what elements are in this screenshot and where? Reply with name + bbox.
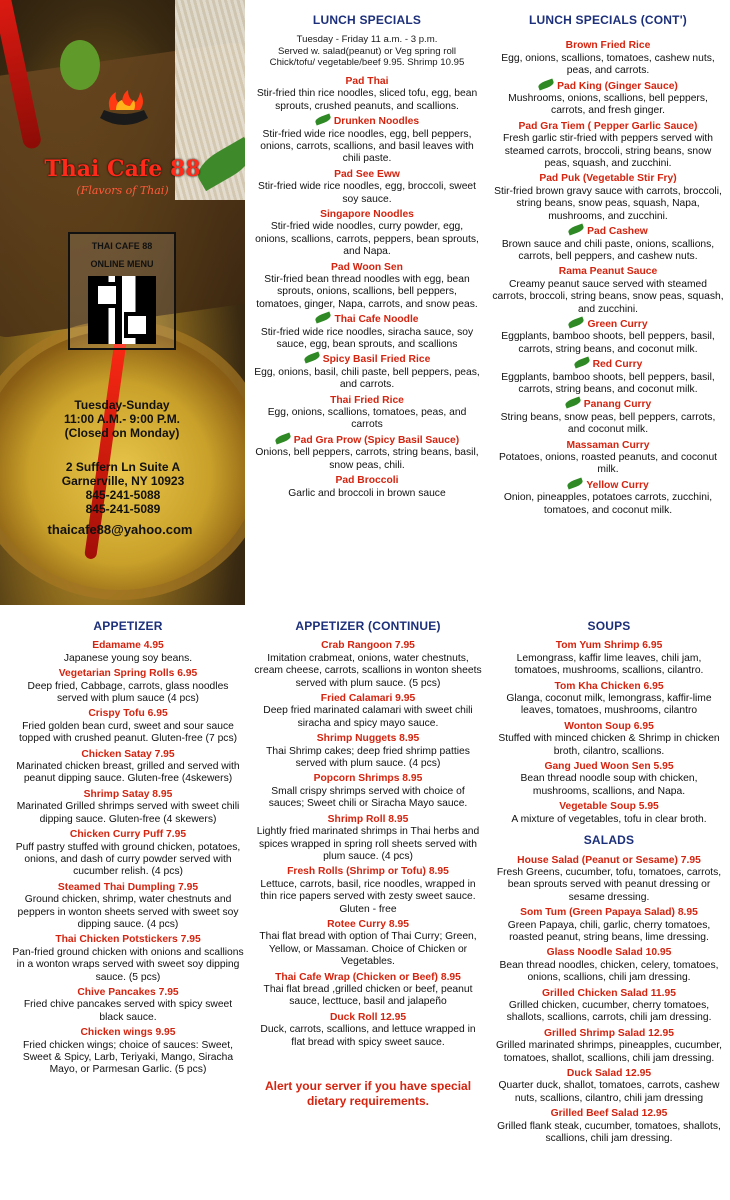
menu-item-name-text: Crab Rangoon 7.95 [321, 640, 415, 652]
menu-item-name [492, 81, 724, 93]
address-city: Garnerville, NY 10923 [61, 474, 185, 488]
menu-item-name [12, 1027, 244, 1039]
menu-item [254, 640, 482, 690]
menu-item [494, 907, 724, 944]
section-heading: SOUPS [587, 619, 631, 633]
menu-item-name [12, 882, 244, 894]
spicy-pepper-icon [567, 224, 584, 236]
menu-item-list [12, 640, 244, 1076]
menu-item-description: Stir-fried brown gravy sauce with carrots, broccoli, string beans, snow peas, squash, Napa, mushrooms, and zucchini. [494, 185, 722, 222]
menu-item-name [494, 640, 724, 652]
menu-item-name-text: Grilled Beef Salad 12.95 [550, 1108, 668, 1120]
menu-item-description: Lettuce, carrots, basil, rice noodles, wrapped in thin rice papers served with zesty sweet sauce. Gluten - free [260, 878, 476, 915]
spicy-pepper-icon [314, 114, 331, 126]
menu-item-list [254, 640, 482, 1049]
menu-item [494, 1108, 724, 1145]
menu-item [12, 749, 244, 786]
menu-item [494, 640, 724, 677]
menu-item [494, 721, 724, 758]
menu-item-description: Lightly fried marinated shrimps in Thai herbs and spices wrapped in spring roll sheets served with plum sauce. (4 pcs) [256, 826, 480, 862]
menu-item [494, 1068, 724, 1105]
menu-item-description: Fresh Greens, cucumber, tofu, tomatoes, carrots, bean sprouts served with peanut dressing or sesame dressing. [496, 866, 722, 903]
menu-item-description: Creamy peanut sauce served with steamed carrots, broccoli, string beans, snow peas, squash, and zucchini. [492, 278, 724, 315]
menu-item-name-text: Steamed Thai Dumpling 7.95 [57, 881, 199, 893]
menu-item-name-text: Yellow Curry [586, 479, 649, 491]
menu-item-description: Glanga, coconut milk, lemongrass, kaffir-lime leaves, tomatoes, mushrooms, cilantro [506, 693, 712, 717]
lunch-specials-column [254, 14, 480, 503]
lunch-intro-line: Chick/tofu/ vegetable/beef 9.95. Shrimp 10.95 [269, 57, 465, 69]
menu-item-name-text: Som Tum (Green Papaya Salad) 8.95 [520, 907, 698, 919]
menu-item [492, 226, 724, 263]
lunch-specials-cont-column [492, 14, 724, 520]
menu-item-name [254, 169, 480, 181]
menu-item-name-text: Pad Thai [345, 75, 389, 87]
section-heading: APPETIZER (CONTINUE) [295, 619, 441, 633]
menu-item-description: Quarter duck, shallot, tomatoes, carrots, cashew nuts, scallions, cilantro, chili jam dressing [498, 1080, 720, 1104]
menu-item-name-text: Fresh Rolls (Shrimp or Tofu) 8.95 [287, 866, 449, 878]
menu-item-name [254, 814, 482, 826]
menu-item-name [494, 947, 724, 959]
menu-item [12, 882, 244, 932]
menu-item-name [254, 354, 480, 366]
menu-item-name-text: Brown Fried Rice [565, 40, 651, 52]
spicy-pepper-icon [274, 432, 291, 444]
menu-item-description: Egg, onions, scallions, tomatoes, peas, and carrots [267, 407, 467, 431]
menu-item-name-text: Shrimp Nuggets 8.95 [316, 733, 420, 745]
menu-item [12, 1027, 244, 1077]
menu-item-name [494, 761, 724, 773]
menu-item-name [254, 1012, 482, 1024]
menu-item [254, 314, 480, 351]
menu-item-description: Fried golden bean curd, sweet and sour sauce topped with crushed peanut. Gluten-free (7 pcs) [18, 720, 238, 745]
spicy-pepper-icon [573, 357, 590, 369]
menu-item-name-text: Wonton Soup 6.95 [564, 720, 654, 732]
menu-item-list [492, 40, 724, 517]
qr-title [70, 240, 174, 270]
spicy-pepper-icon [315, 312, 332, 324]
menu-item-name-text: Red Curry [592, 359, 643, 371]
menu-item-name [494, 855, 724, 867]
menu-item-description: Bean thread noodle soup with chicken, mushrooms, scallions, and Napa. [520, 773, 698, 797]
menu-item-name-text: Rama Peanut Sauce [558, 266, 658, 278]
menu-item-name [254, 435, 480, 447]
menu-item-name-text: Pad Puk (Vegetable Stir Fry) [539, 173, 677, 185]
menu-item-name [492, 121, 724, 133]
menu-item-name-text: Edamame 4.95 [92, 640, 164, 652]
menu-item-name [12, 708, 244, 720]
menu-item-name [492, 266, 724, 278]
menu-item-description: Mushrooms, onions, scallions, bell peppers, carrots, and fresh ginger. [508, 93, 708, 117]
menu-item-name [12, 789, 244, 801]
section-heading: LUNCH SPECIALS (CONT') [529, 13, 687, 27]
menu-item-list [494, 640, 724, 826]
menu-item-description: Stir-fried wide rice noodles, egg, broccoli, sweet soy sauce. [257, 181, 477, 205]
menu-item-name [494, 1108, 724, 1120]
menu-item [254, 773, 482, 810]
menu-item-description: Thai flat bread ,grilled chicken or beef, peanut sauce, lecttuce, basil and jalapeño [263, 983, 473, 1008]
menu-item-name [12, 749, 244, 761]
menu-item-name [254, 475, 480, 487]
menu-item [254, 693, 482, 730]
menu-item [492, 40, 724, 77]
menu-item-description: A mixture of vegetables, tofu in clear broth. [511, 813, 707, 825]
menu-item-description: Marinated chicken breast, grilled and served with peanut dipping sauce. Gluten-free (4skewers) [16, 761, 240, 785]
menu-item-name-text: Pad Gra Tiem ( Pepper Garlic Sauce) [518, 120, 698, 132]
menu-item-name [254, 972, 482, 984]
menu-item-list [494, 855, 724, 1146]
menu-item-description: Fried chicken wings; choice of sauces: Sweet, Sweet & Spicy, Larb, Teriyaki, Mango, Siracha Mayo, or Parmesan Garlic. (5 pcs) [22, 1039, 234, 1076]
menu-item-description: Puff pastry stuffed with ground chicken, potatoes, onions, and dash of curry powder served with cucumber relish. (4 pcs) [15, 841, 241, 878]
menu-item [494, 988, 724, 1025]
menu-item-description: Lemongrass, kaffir lime leaves, chili jam, tomatoes, mushrooms, scallions, cilantro. [514, 652, 704, 677]
menu-item-description: Bean thread noodles, chicken, celery, tomatoes, onions, scallions, chili jam dressing. [499, 959, 719, 984]
menu-item-description: Pan-fried ground chicken with onions and scallions in a wonton wraps served with sweet soy dipping sauce. (5 pcs) [12, 946, 244, 983]
qr-title-line: THAI CAFE 88 [91, 241, 153, 251]
menu-item [254, 972, 482, 1009]
menu-item-name [492, 226, 724, 238]
appetizer-column [12, 620, 244, 1080]
spicy-pepper-icon [303, 352, 320, 364]
menu-item-description: Japanese young soy beans. [63, 652, 193, 664]
menu-item [492, 480, 724, 517]
menu-item [12, 829, 244, 879]
menu-item-description: Egg, onions, scallions, tomatoes, cashew nuts, peas, and carrots. [501, 52, 715, 77]
menu-item-name-text: Pad Gra Prow (Spicy Basil Sauce) [293, 434, 460, 446]
menu-item [12, 640, 244, 665]
menu-item [254, 475, 480, 500]
menu-item-description: Small crispy shrimps served with choice of sauces; Sweet chili or Siracha Mayo sauce. [268, 785, 468, 810]
menu-item-name [492, 319, 724, 331]
menu-item-name-text: Shrimp Satay 8.95 [83, 788, 173, 800]
lunch-intro-line: Tuesday - Friday 11 a.m. - 3 p.m. [296, 34, 438, 46]
menu-item-name-text: Grilled Shrimp Salad 12.95 [544, 1027, 674, 1039]
menu-item-name-text: Pad Cashew [587, 226, 648, 238]
dietary-alert: Alert your server if you have special dietary requirements. [264, 1079, 472, 1108]
menu-item-description: Grilled marinated shrimps, pineapples, cucumber, tomatoes, shallot, scallions, chili jam dressing. [495, 1040, 723, 1064]
menu-item [494, 801, 724, 826]
section-heading: SALADS [583, 833, 635, 848]
menu-item-name [254, 76, 480, 88]
menu-item [492, 399, 724, 436]
menu-item [492, 266, 724, 316]
menu-item-description: Stir-fried wide rice noodles, egg, bell peppers, onions, carrots, scallions, and basil leaves with chili paste. [260, 128, 474, 165]
menu-item-name-text: Vegetable Soup 5.95 [559, 801, 659, 813]
menu-item-name [494, 801, 724, 813]
menu-item-description: Grilled flank steak, cucumber, tomatoes, shallots, scallions, chili jam dressing. [497, 1120, 721, 1145]
menu-item-name [12, 934, 244, 946]
basil-leaf-image [60, 40, 100, 90]
menu-item [254, 169, 480, 206]
menu-item [254, 1012, 482, 1049]
menu-item-name [494, 1028, 724, 1040]
menu-item-name-text: Fried Calamari 9.95 [320, 693, 416, 705]
menu-item-name-text: Pad Woon Sen [331, 261, 403, 273]
menu-item-description: Onions, bell peppers, carrots, string beans, basil, snow peas, chili. [255, 447, 479, 471]
menu-item-name-text: Duck Roll 12.95 [329, 1011, 407, 1023]
menu-item-name [12, 640, 244, 652]
menu-item-name [494, 721, 724, 733]
menu-item-name [254, 693, 482, 705]
hours-time: 11:00 A.M.- 9:00 P.M. [63, 412, 181, 426]
menu-item [12, 708, 244, 745]
menu-item-name [254, 733, 482, 745]
menu-item-name [494, 907, 724, 919]
menu-item [254, 733, 482, 770]
menu-item-description: Fried chive pancakes served with spicy sweet black sauce. [23, 999, 233, 1023]
menu-item-name [254, 116, 480, 128]
flame-logo-icon [96, 88, 152, 128]
menu-item-description: Deep fried, Cabbage, carrots, glass noodles served with plum sauce (4 pcs) [27, 680, 229, 705]
menu-item-description: Marinated Grilled shrimps served with sweet chili dipping sauce. Gluten-free (4 skewers) [16, 801, 240, 825]
appetizer-cont-column [254, 620, 482, 1109]
section-heading: APPETIZER [93, 619, 163, 633]
menu-item-description: Ground chicken, shrimp, water chestnuts and peppers in wonton sheets served with sweet soy dipping sauce. (4 pcs) [17, 894, 239, 930]
menu-item-description: Garlic and broccoli in brown sauce [288, 487, 446, 499]
menu-item-name-text: Grilled Chicken Salad 11.95 [542, 987, 676, 999]
menu-item-name-text: Tom Yum Shrimp 6.95 [555, 640, 663, 652]
menu-item-description: Stir-fried wide noodles, curry powder, egg, onions, scallions, carrots, peppers, bean sprouts, and Napa. [255, 221, 479, 258]
menu-item-description: Thai Shrimp cakes; deep fried shrimp patties served with plum sauce. (4 pcs) [266, 745, 470, 770]
menu-item [492, 440, 724, 477]
menu-item-name-text: Singapore Noodles [320, 208, 414, 220]
lunch-intro [254, 34, 480, 69]
menu-item-name [494, 681, 724, 693]
menu-item-name [254, 919, 482, 931]
menu-item-name-text: Pad Broccoli [335, 475, 399, 487]
menu-item-name-text: Gang Jued Woon Sen 5.95 [544, 761, 674, 773]
menu-item [254, 919, 482, 969]
menu-item [492, 173, 724, 223]
menu-item-name-text: Vegetarian Spring Rolls 6.95 [58, 668, 198, 680]
spicy-pepper-icon [564, 397, 581, 409]
qr-title-line: ONLINE MENU [90, 259, 154, 269]
menu-item-name-text: Pad See Eww [334, 168, 400, 180]
menu-item-description: Stuffed with minced chicken & Shrimp in chicken broth, cilantro, scallions. [498, 733, 720, 757]
menu-item-name [12, 987, 244, 999]
menu-item-name-text: Tom Kha Chicken 6.95 [554, 680, 664, 692]
menu-item-name [12, 668, 244, 680]
menu-item-name [492, 173, 724, 185]
menu-item-name-text: Spicy Basil Fried Rice [322, 354, 431, 366]
phone-number[interactable]: 845-241-5089 [85, 502, 161, 516]
menu-item-name-text: Glass Noodle Salad 10.95 [546, 947, 672, 959]
menu-item-name [254, 640, 482, 652]
menu-item-name [254, 314, 480, 326]
menu-item-description: Thai flat bread with option of Thai Curry; Green, Yellow, or Massaman. Choice of Chicken or Vegetables. [259, 931, 477, 968]
menu-item-name [494, 1068, 724, 1080]
menu-item-description: String beans, snow peas, bell peppers, carrots, and coconut milk. [500, 411, 716, 436]
menu-item-description: Potatoes, onions, roasted peanuts, and coconut milk. [498, 452, 718, 476]
menu-item [254, 435, 480, 472]
menu-item [494, 761, 724, 798]
menu-item-name [492, 40, 724, 52]
menu-item-name-text: Popcorn Shrimps 8.95 [313, 773, 423, 785]
menu-item-name-text: House Salad (Peanut or Sesame) 7.95 [517, 854, 701, 866]
menu-item-name [492, 480, 724, 492]
brand-tagline: (Flavors of Thai) [76, 184, 169, 197]
menu-item-description: Eggplants, bamboo shoots, bell peppers, basil, carrots, string beans, and coconut milk. [501, 331, 715, 355]
menu-item-name [254, 209, 480, 221]
hours-days: Tuesday-Sunday [74, 398, 170, 412]
menu-item-name-text: Crispy Tofu 6.95 [88, 708, 168, 720]
address-street: 2 Suffern Ln Suite A [65, 460, 181, 474]
menu-item [494, 1028, 724, 1065]
menu-item-description: Stir-fried bean thread noodles with egg, bean sprouts, onions, scallions, bell peppers, tomatoes, ginger, Napa, carrots, and snow peas. [256, 274, 478, 310]
menu-item [494, 947, 724, 984]
menu-item-name [254, 773, 482, 785]
hours-closed: (Closed on Monday) [64, 426, 180, 440]
menu-item-list [254, 76, 480, 500]
menu-item-name-text: Chive Pancakes 7.95 [77, 986, 179, 998]
menu-item [492, 121, 724, 171]
menu-item [254, 76, 480, 113]
menu-item-description: Grilled chicken, cucumber, cherry tomatoes, shallots, scallions, carrots, chili jam dressing. [506, 999, 712, 1024]
menu-item [492, 359, 724, 396]
section-heading: LUNCH SPECIALS [312, 13, 422, 27]
menu-item-description: Imitation crabmeat, onions, water chestnuts, cream cheese, carrots, scallions in wonton sheets served with plum sauce. (5 pcs) [254, 652, 482, 689]
menu-item-description: Duck, carrots, scallions, and lettuce wrapped in flat bread with spicy sweet sauce. [260, 1024, 476, 1048]
menu-item-name [12, 829, 244, 841]
menu-item-name-text: Shrimp Roll 8.95 [327, 813, 409, 825]
hero-image-panel [0, 0, 245, 605]
menu-item [254, 814, 482, 864]
menu-item-name [254, 262, 480, 274]
spicy-pepper-icon [568, 316, 585, 328]
menu-item [254, 866, 482, 916]
menu-item-name-text: Green Curry [587, 318, 648, 330]
menu-item [12, 668, 244, 705]
menu-item [492, 319, 724, 356]
menu-item-name-text: Thai Chicken Potstickers 7.95 [55, 934, 201, 946]
menu-item-name-text: Thai Fried Rice [330, 394, 404, 406]
menu-item-name-text: Chicken Satay 7.95 [81, 748, 175, 760]
menu-item-description: Stir-fried thin rice noodles, sliced tofu, egg, bean sprouts, crushed peanuts, and scallions. [256, 88, 478, 112]
phone-number[interactable]: 845-241-5088 [85, 488, 161, 502]
menu-item-name-text: Duck Salad 12.95 [566, 1068, 652, 1079]
menu-item-name [492, 359, 724, 371]
menu-item [12, 789, 244, 826]
menu-item-name [494, 988, 724, 1000]
menu-item [254, 354, 480, 391]
menu-item-name [254, 866, 482, 878]
menu-item [492, 81, 724, 118]
menu-item-name-text: Thai Cafe Wrap (Chicken or Beef) 8.95 [275, 971, 461, 983]
menu-item-name-text: Chicken Curry Puff 7.95 [69, 829, 187, 841]
menu-item [12, 987, 244, 1024]
qr-code-icon[interactable] [88, 276, 156, 344]
menu-item-description: Eggplants, bamboo shoots, bell peppers, basil, carrots, string beans, and coconut milk. [501, 371, 715, 395]
soups-salads-column [494, 620, 724, 1148]
menu-item-name [492, 399, 724, 411]
opening-hours [52, 398, 192, 440]
menu-item-name-text: Thai Cafe Noodle [334, 314, 419, 326]
qr-menu-box[interactable] [68, 232, 176, 350]
spicy-pepper-icon [567, 477, 584, 489]
menu-item-description: Stir-fried wide rice noodles, siracha sauce, soy sauce, egg, bean sprouts, and scallions [260, 326, 474, 351]
menu-item-name-text: Rotee Curry 8.95 [327, 918, 409, 930]
menu-item-name-text: Pad King (Ginger Sauce) [557, 80, 678, 92]
menu-item-description: Green Papaya, chili, garlic, cherry tomatoes, roasted peanut, string beans, lime dressing. [507, 919, 711, 943]
brand-name: Thai Cafe 88 [44, 156, 201, 182]
menu-item-name-text: Chicken wings 9.95 [80, 1027, 176, 1039]
menu-item-description: Fresh garlic stir-fried with peppers served with steamed carrots, broccoli, string beans, snow peas, squash, and zucchini. [502, 133, 713, 170]
spicy-pepper-icon [537, 78, 554, 90]
menu-item [494, 855, 724, 905]
menu-item-name-text: Drunken Noodles [333, 116, 420, 128]
lunch-intro-line: Served w. salad(peanut) or Veg spring roll [277, 45, 457, 57]
menu-item-name [492, 440, 724, 452]
menu-item [254, 395, 480, 432]
menu-item-description: Brown sauce and chili paste, onions, scallions, carrots, bell peppers, and cashew nuts. [501, 238, 715, 262]
menu-item [254, 262, 480, 312]
menu-item-description: Egg, onions, basil, chili paste, bell peppers, peas, and carrots. [254, 366, 480, 391]
address-block [48, 460, 198, 516]
menu-item-name [254, 395, 480, 407]
menu-item-name-text: Massaman Curry [566, 439, 650, 451]
menu-item-description: Onion, pineapples, potatoes carrots, zucchini, tomatoes, and coconut milk. [503, 492, 713, 516]
menu-item [12, 934, 244, 984]
menu-item-name-text: Panang Curry [583, 399, 652, 411]
menu-item [254, 209, 480, 259]
email-link[interactable]: thaicafe88@yahoo.com [47, 522, 193, 537]
menu-item [254, 116, 480, 166]
menu-item-description: Deep fried marinated calamari with sweet chili siracha and spicy mayo sauce. [263, 705, 473, 729]
menu-item [494, 681, 724, 718]
